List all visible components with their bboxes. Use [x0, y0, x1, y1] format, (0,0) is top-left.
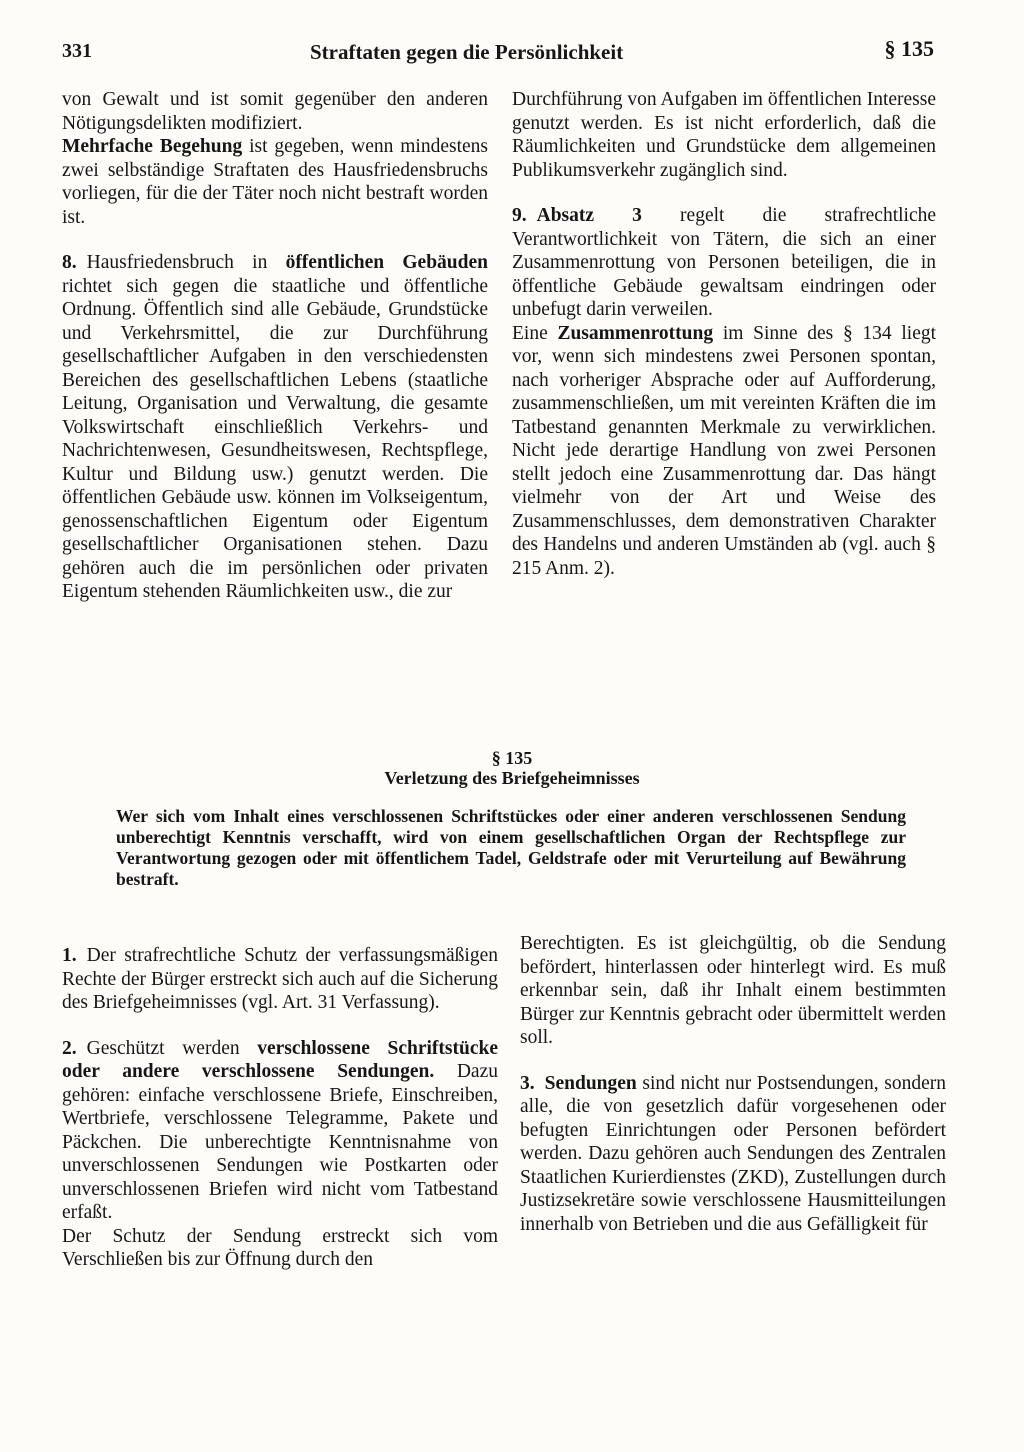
law-section-number: § 135	[491, 748, 533, 768]
header-section: § 135	[884, 36, 934, 61]
bold-term: Zusammenrottung	[557, 322, 714, 344]
paragraph: Eine Zusammenrottung im Sinne des § 134 liegt vor, wenn sich mindestens zwei Personen spontan, nach vorheriger Absprache oder auf Aufforderung, zusammenschließen, um mit vereinten Kräften die im Tatbestand genannten Merkmale zu verwirklichen. Nicht jede derartige Handlung von zwei Personen stellt jedoch eine Zusammenrottung dar. Das hängt vielmehr von der Art und Weise des Zusammenschlusses, dem demonstrativen Charakter des Handelns und anderen Umständen ab (vgl. auch § 215 Anm. 2).	[512, 322, 937, 579]
note-number: 8.	[62, 252, 77, 273]
bold-term: öffentlichen Gebäuden	[285, 252, 488, 273]
bold-term: verschlossene Schriftstücke oder andere verschlossene Sendungen.	[62, 1037, 498, 1082]
paragraph: 2. Geschützt werden verschlossene Schriftstücke oder andere verschlossene Sendungen. Dazu gehören: einfache verschlossene Briefe, Einschreiben, Wertbriefe, verschlossene Telegramme, Pakete und Päckchen. Die unberechtigte Kenntnisnahme von unverschlossenen Sendungen wie Postkarten oder unverschlossenen Briefen wird nicht vom Tatbestand erfaßt.	[62, 1037, 498, 1223]
paragraph: Berechtigten. Es ist gleichgültig, ob die Sendung befördert, hinterlassen oder hinterlegt wird. Es muß erkennbar sein, daß ihr Inhalt einem bestimmten Bürger zur Kenntnis gebracht oder übermittelt werden soll.	[520, 933, 946, 1048]
column-2-bottom	[520, 932, 946, 1236]
bold-term: Sendungen	[544, 1072, 637, 1094]
bold-term: Absatz 3	[536, 205, 642, 226]
law-text: Wer sich vom Inhalt eines verschlossenen Schriftstückes oder einer anderen verschlossenen Sendung unberechtigt Kenntnis verschafft, wird von einem gesellschaftlichen Organ der Rechtspflege zur Verantwortung gezogen oder mit öffentlichem Tadel, Geldstrafe oder mit Verurteilung auf Bewährung bestraft.	[116, 806, 906, 889]
note-number: 1.	[62, 945, 77, 966]
note-number: 9.	[512, 205, 527, 226]
paragraph: Mehrfache Begehung ist gegeben, wenn mindestens zwei selbständige Straftaten des Hausfriedensbruchs vorliegen, für die der Täter noch nicht bestraft worden ist.	[62, 136, 488, 228]
paragraph: Durchführung von Aufgaben im öffentlichen Interesse genutzt werden. Es ist nicht erforderlich, daß die Räumlichkeiten und Grundstücke dem allgemeinen Publikumsverkehr zugänglich sind.	[512, 89, 936, 181]
column-2-top	[512, 88, 936, 580]
paragraph: 1. Der strafrechtliche Schutz der verfassungsmäßigen Rechte der Bürger erstreckt sich auch auf die Sicherung des Briefgeheimnisses (vgl. Art. 31 Verfassung).	[62, 945, 498, 1013]
paragraph: 8. Hausfriedensbruch in öffentlichen Gebäuden richtet sich gegen die staatliche und öffentliche Ordnung. Öffentlich sind alle Gebäude, Grundstücke und Verkehrsmittel, die zur Durchführung gesellschaftlicher Aufgaben in den verschiedensten Bereichen des gesellschaftlichen Lebens (staatliche Leitung, Organisation und Verwaltung, die gesamte Volkswirtschaft einschließlich Verkehrs- und Nachrichtenwesen, Gesundheitswesen, Rechtspflege, Kultur und Bildung usw.) genutzt werden. Die öffentlichen Gebäude usw. können im Volkseigentum, genossenschaftlichen Eigentum oder Eigentum gesellschaftlicher Organisationen stehen. Dazu gehören auch die im persönlichen oder privaten Eigentum stehenden Räumlichkeiten usw., die zur	[62, 252, 488, 602]
paragraph: 3. Sendungen sind nicht nur Postsendungen, sondern alle, die von gesetzlich dafür vorgesehenen oder befugten Einrichtungen oder Personen befördert werden. Dazu gehören auch Sendungen des Zentralen Staatlichen Kurierdienstes (ZKD), Zustellungen durch Justizsekretäre sowie verschlossene Hausmitteilungen innerhalb von Betrieben und die aus Gefälligkeit für	[520, 1072, 946, 1235]
note-number: 3.	[520, 1072, 535, 1094]
paragraph: Der Schutz der Sendung erstreckt sich vom Verschließen bis zur Öffnung durch den	[62, 1225, 498, 1270]
page-header	[62, 34, 934, 68]
law-title: Verletzung des Briefgeheimnisses	[384, 768, 640, 788]
paragraph: von Gewalt und ist somit gegenüber den anderen Nötigungsdelikten modifiziert.	[62, 89, 488, 134]
note-number: 2.	[62, 1037, 77, 1059]
page-number: 331	[62, 40, 92, 62]
column-1-bottom	[62, 944, 498, 1272]
running-title: Straftaten gegen die Persönlichkeit	[310, 40, 624, 64]
column-1-top	[62, 88, 488, 604]
paragraph: 9. Absatz 3 regelt die strafrechtliche Verantwortlichkeit von Tätern, die sich an einer Zusammenrottung von Personen beteiligen, die in öffentliche Gebäude gewaltsam eindringen oder unbefugt darin verweilen.	[512, 205, 937, 320]
bold-term: Mehrfache Begehung	[62, 136, 243, 157]
